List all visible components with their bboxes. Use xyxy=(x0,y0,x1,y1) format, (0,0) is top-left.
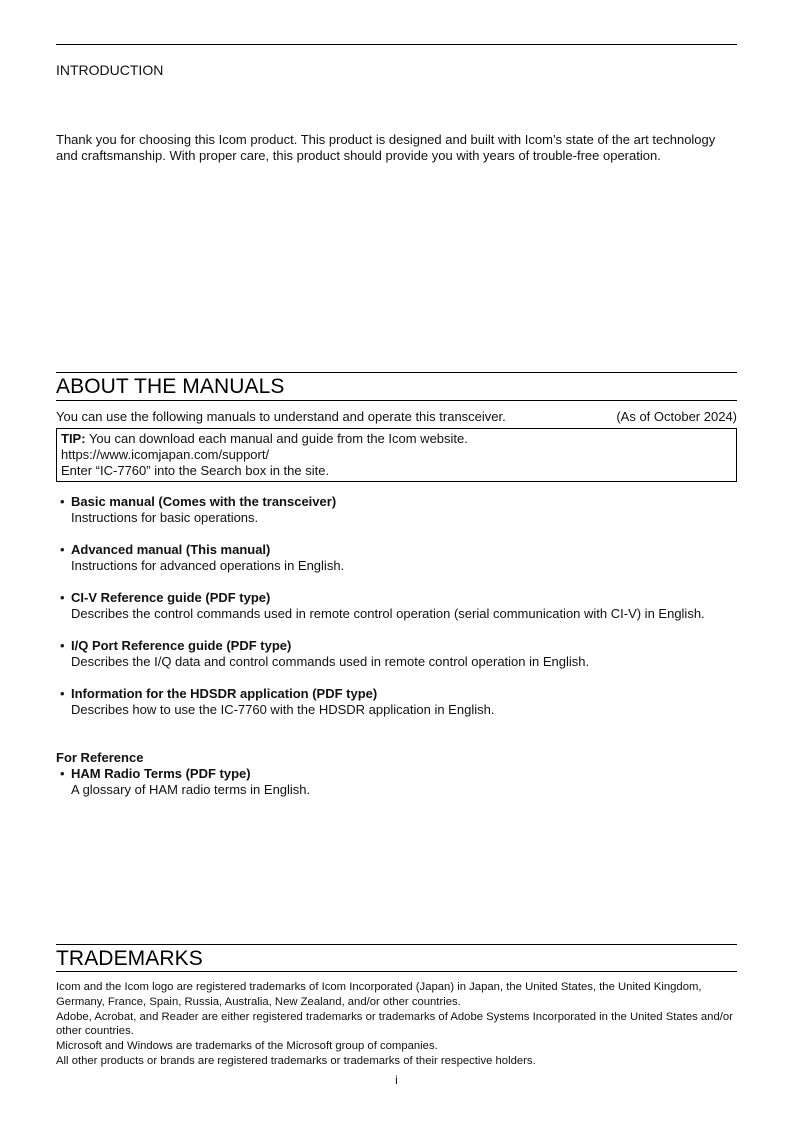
manuals-heading: ABOUT THE MANUALS xyxy=(56,375,285,398)
manual-item xyxy=(56,590,737,622)
manual-title: I/Q Port Reference guide (PDF type) xyxy=(71,638,292,653)
reference-desc: A glossary of HAM radio terms in English. xyxy=(71,782,311,797)
manuals-rule-bottom xyxy=(56,400,737,401)
reference-item xyxy=(56,766,737,798)
tip-url[interactable]: https://www.icomjapan.com/support/ xyxy=(61,447,270,462)
as-of-date: (As of October 2024) xyxy=(616,409,737,424)
trademark-line: All other products or brands are registered trademarks or trademarks of their respective holders. xyxy=(56,1054,536,1067)
bullet-icon: • xyxy=(60,638,65,653)
page-number: i xyxy=(395,1073,398,1087)
trademarks-rule-bottom xyxy=(56,971,737,972)
intro-heading: INTRODUCTION xyxy=(56,62,164,78)
manual-item xyxy=(56,542,737,574)
manual-desc: Instructions for basic operations. xyxy=(71,510,259,525)
bullet-icon: • xyxy=(60,542,65,557)
manuals-rule-top xyxy=(56,372,737,373)
trademark-line: Microsoft and Windows are trademarks of the Microsoft group of companies. xyxy=(56,1040,438,1053)
top-rule xyxy=(56,44,737,45)
tip-search: Enter “IC-7760” into the Search box in the site. xyxy=(61,463,330,478)
bullet-icon: • xyxy=(60,686,65,701)
manual-title: Information for the HDSDR application (PDF type) xyxy=(71,686,378,701)
manuals-lead: You can use the following manuals to understand and operate this transceiver. xyxy=(56,409,506,424)
trademarks-heading: TRADEMARKS xyxy=(56,947,203,970)
manual-title: Basic manual (Comes with the transceiver) xyxy=(71,494,337,509)
manual-item xyxy=(56,638,737,670)
reference-title: HAM Radio Terms (PDF type) xyxy=(71,766,251,781)
manual-desc: Instructions for advanced operations in English. xyxy=(71,558,345,573)
manual-item xyxy=(56,494,737,526)
manual-desc: Describes the I/Q data and control commands used in remote control operation in English. xyxy=(71,654,590,669)
manual-item xyxy=(56,686,737,718)
bullet-icon: • xyxy=(60,494,65,509)
tip-box xyxy=(56,428,737,482)
tip-line-1 xyxy=(61,431,732,447)
manual-desc: Describes the control commands used in remote control operation (serial communication with CI-V) in English. xyxy=(71,606,705,621)
intro-text: Thank you for choosing this Icom product. This product is designed and built with Icom’s state of the art technology and craftsmanship. With proper care, this product should provide you with years of trouble-free operation. xyxy=(56,132,716,163)
trademarks-text xyxy=(56,980,737,1069)
manual-desc: Describes how to use the IC-7760 with the HDSDR application in English. xyxy=(71,702,495,717)
bullet-icon: • xyxy=(60,590,65,605)
bullet-icon: • xyxy=(60,766,65,781)
tip-text: You can download each manual and guide from the Icom website. xyxy=(85,431,468,446)
trademark-line: Adobe, Acrobat, and Reader are either registered trademarks or trademarks of Adobe Systems Incorporated in the United States and/or other countries. xyxy=(56,1010,733,1038)
trademark-line: Icom and the Icom logo are registered trademarks of Icom Incorporated (Japan) in Japan, the United States, the United Kingdom, Germany, France, Spain, Russia, Australia, New Zealand, and/or other countries. xyxy=(56,981,702,1008)
reference-heading: For Reference xyxy=(56,750,144,765)
trademarks-rule-top xyxy=(56,944,737,945)
manual-title: Advanced manual (This manual) xyxy=(71,542,271,557)
manual-title: CI-V Reference guide (PDF type) xyxy=(71,590,271,605)
tip-label: TIP: xyxy=(61,431,86,446)
